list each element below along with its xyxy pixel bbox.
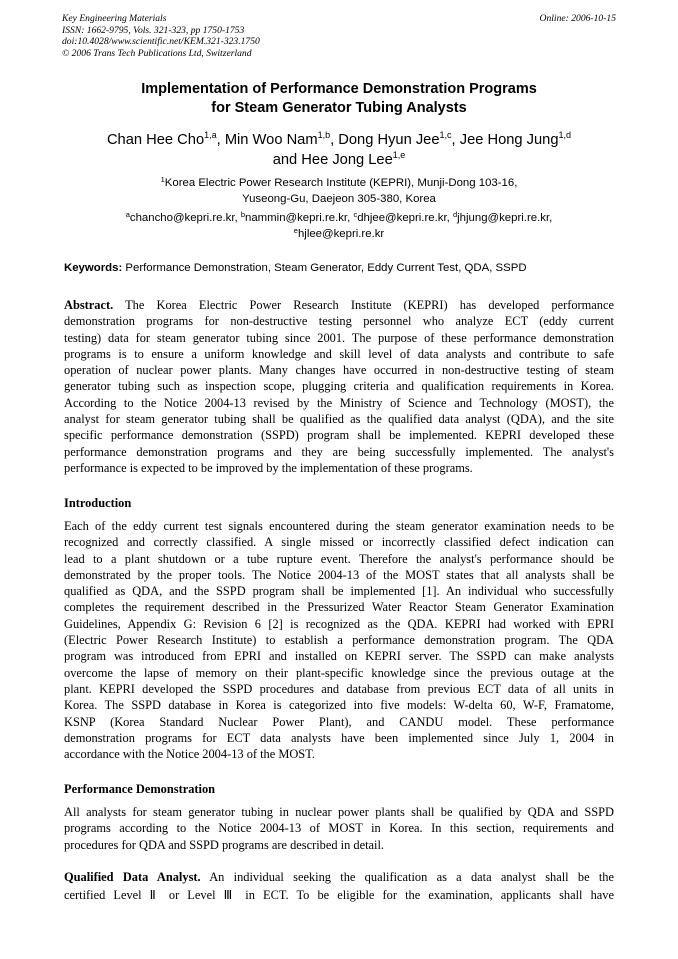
abstract xyxy=(64,297,614,476)
introduction-line: overcome the lapse of memory on their plant-specific knowledge since the previous outage at the xyxy=(64,665,614,680)
abstract-line: demonstration programs for non-destructive testing personnel who analyze ECT (eddy current xyxy=(64,314,614,329)
author-line-1 xyxy=(30,130,648,150)
introduction-text xyxy=(64,518,614,762)
author-name: Dong Hyun Jee xyxy=(338,132,440,148)
qualified-data-analyst-text xyxy=(64,868,614,904)
keywords xyxy=(64,261,624,275)
journal-header xyxy=(62,13,616,59)
introduction-line: Each of the eddy current test signals encountered during the steam generator examination needs to be xyxy=(64,519,614,533)
author-name: Jee Hong Jung xyxy=(459,132,559,148)
introduction-line: demonstration programs for ECT data analysts have been implemented since July 1, 2004 in xyxy=(64,730,614,745)
author-separator: , xyxy=(330,132,339,148)
introduction-line: program was introduced from EPRI and installed on KEPRI server. The SSPD can make analysts xyxy=(64,649,614,664)
issn-line: ISSN: 1662-9795, Vols. 321-323, pp 1750-1753 xyxy=(62,24,245,36)
author-affiliation-mark: 1,d xyxy=(558,130,572,140)
email-line-1 xyxy=(30,210,648,226)
introduction-line: completes the requirement described in the Pressurized Water Reactor Steam Generator Examination xyxy=(64,600,614,615)
email-mark: d xyxy=(452,210,458,219)
affiliation xyxy=(30,175,648,207)
email-mark: b xyxy=(240,210,246,219)
email-address: jhjung@kepri.re.kr, xyxy=(457,212,553,224)
qda-line: Qualified Data Analyst. An individual seeking the qualification as a data analyst shall be the xyxy=(64,870,614,884)
introduction-line: accordance with the Notice 2004-13 of the MOST. xyxy=(64,747,315,762)
journal-name: Key Engineering Materials xyxy=(62,13,167,24)
author-name: Chan Hee Cho xyxy=(106,132,205,148)
abstract-line: specific performance demonstration (SSPD) program shall be implemented. KEPRI developed these xyxy=(64,428,614,443)
affiliation-line-1 xyxy=(30,175,648,191)
abstract-line: According to the Notice 2004-13 revised by the Ministry of Science and Technology (MOST), the xyxy=(64,395,614,410)
email-mark: e xyxy=(293,226,298,235)
doi-line: doi:10.4028/www.scientific.net/KEM.321-323.1750 xyxy=(62,36,260,48)
copyright-line: © 2006 Trans Tech Publications Ltd, Switzerland xyxy=(62,47,252,59)
introduction-line: lead to a plant shutdown or a tube rupture event. Therefore the analyst's performance should be xyxy=(64,551,614,566)
abstract-line: analyst for steam generator tubing shall be qualified as the qualified data analyst (QDA), and the site xyxy=(64,412,614,427)
author-name: Min Woo Nam xyxy=(224,132,318,148)
email-address: chancho@kepri.re.kr, xyxy=(129,212,241,224)
performance-line: programs according to the Notice 2004-13 of MOST in Korea. In this section, requirements and xyxy=(64,821,614,836)
email-address: dhjee@kepri.re.kr, xyxy=(357,212,453,224)
email-line-2 xyxy=(30,226,648,242)
abstract-line: programs is to ensure a uniform knowledge and skill level of data analysts and contribute to safe xyxy=(64,346,614,361)
author-line-2 xyxy=(30,150,648,170)
abstract-line: performance is expected to be improved by the implementation of these programs. xyxy=(64,460,473,475)
introduction-line: (Electric Power Research Institute) to establish a performance demonstration program. The QDA xyxy=(64,633,614,648)
introduction-line: qualified as QDA, and the SSPD program shall be implemented [1]. An individual who successfully xyxy=(64,584,614,599)
email-address: hjlee@kepri.re.kr xyxy=(297,228,385,240)
abstract-line: testing) data for steam generator tubing since 2001. The purpose of these performance demonstration xyxy=(64,330,614,345)
author-affiliation-mark: 1,b xyxy=(317,130,331,140)
author-name: and Hee Jong Lee xyxy=(272,152,393,168)
email-address: nammin@kepri.re.kr, xyxy=(245,212,354,224)
introduction-line: demonstrated by the proper tools. The Notice 2004-13 of the MOST states that all analysts shall be xyxy=(64,567,614,582)
paper-title xyxy=(40,80,638,118)
email-mark: a xyxy=(125,210,130,219)
abstract-label: Abstract. xyxy=(64,298,114,312)
performance-text xyxy=(64,804,614,853)
online-date: Online: 2006-10-15 xyxy=(539,13,616,24)
affiliation-line-2: Yuseong-Gu, Daejeon 305-380, Korea xyxy=(242,193,436,205)
introduction-line: recognized and correctly classified. A single missed or incorrectly classified defect indication can xyxy=(64,535,614,550)
author-affiliation-mark: 1,c xyxy=(439,130,452,140)
author-list xyxy=(30,130,648,170)
abstract-line: performance demonstration programs and they are being successfully implemented. The analyst's xyxy=(64,444,614,459)
performance-line: procedures for QDA and SSPD programs are described in detail. xyxy=(64,837,385,852)
qda-label: Qualified Data Analyst. xyxy=(64,870,201,884)
email-list xyxy=(30,210,648,242)
title-line-1: Implementation of Performance Demonstration Programs xyxy=(141,81,537,97)
abstract-line: operation of nuclear power plants. Many changes have occurred in non-destructive testing of steam xyxy=(64,363,614,378)
keywords-text: Performance Demonstration, Steam Generator, Eddy Current Test, QDA, SSPD xyxy=(122,262,527,274)
author-separator: , xyxy=(451,132,460,148)
section-heading-introduction: Introduction xyxy=(64,496,132,510)
keywords-label: Keywords: xyxy=(64,262,123,274)
affiliation-mark: 1 xyxy=(160,175,165,184)
qda-line: certified Level Ⅱ or Level Ⅲ in ECT. To be eligible for the examination, applicants shall have xyxy=(64,888,614,902)
affiliation-text: Korea Electric Power Research Institute (KEPRI), Munji-Dong 103-16, xyxy=(164,177,518,189)
performance-line: All analysts for steam generator tubing in nuclear power plants shall be qualified by QDA and SSPD xyxy=(64,805,614,819)
introduction-line: Guidelines, Appendix G: Revision 6 [2] is recognized as the QDA. KEPRI had worked with EPRI xyxy=(64,616,614,631)
title-line-2: for Steam Generator Tubing Analysts xyxy=(211,100,467,116)
section-heading-performance-demonstration: Performance Demonstration xyxy=(64,782,216,796)
introduction-line: Korea. The SSPD database in Korea is categorized into five models: W-delta 60, W-F, Framatome, xyxy=(64,698,614,713)
introduction-line: plant. KEPRI developed the SSPD procedures and database from previous ECT data of all units in xyxy=(64,681,614,696)
author-affiliation-mark: 1,e xyxy=(392,150,406,160)
abstract-line: Abstract. The Korea Electric Power Research Institute (KEPRI) has developed performance xyxy=(64,298,614,312)
abstract-line: generator tubing such as inspection scope, plugging criteria and qualification requirements in Korea. xyxy=(64,379,614,394)
introduction-line: KSNP (Korea Standard Nuclear Power Plant), and CANDU model. These performance xyxy=(64,714,614,729)
author-affiliation-mark: 1,a xyxy=(204,130,217,140)
email-mark: c xyxy=(353,210,358,219)
author-separator: , xyxy=(216,132,225,148)
